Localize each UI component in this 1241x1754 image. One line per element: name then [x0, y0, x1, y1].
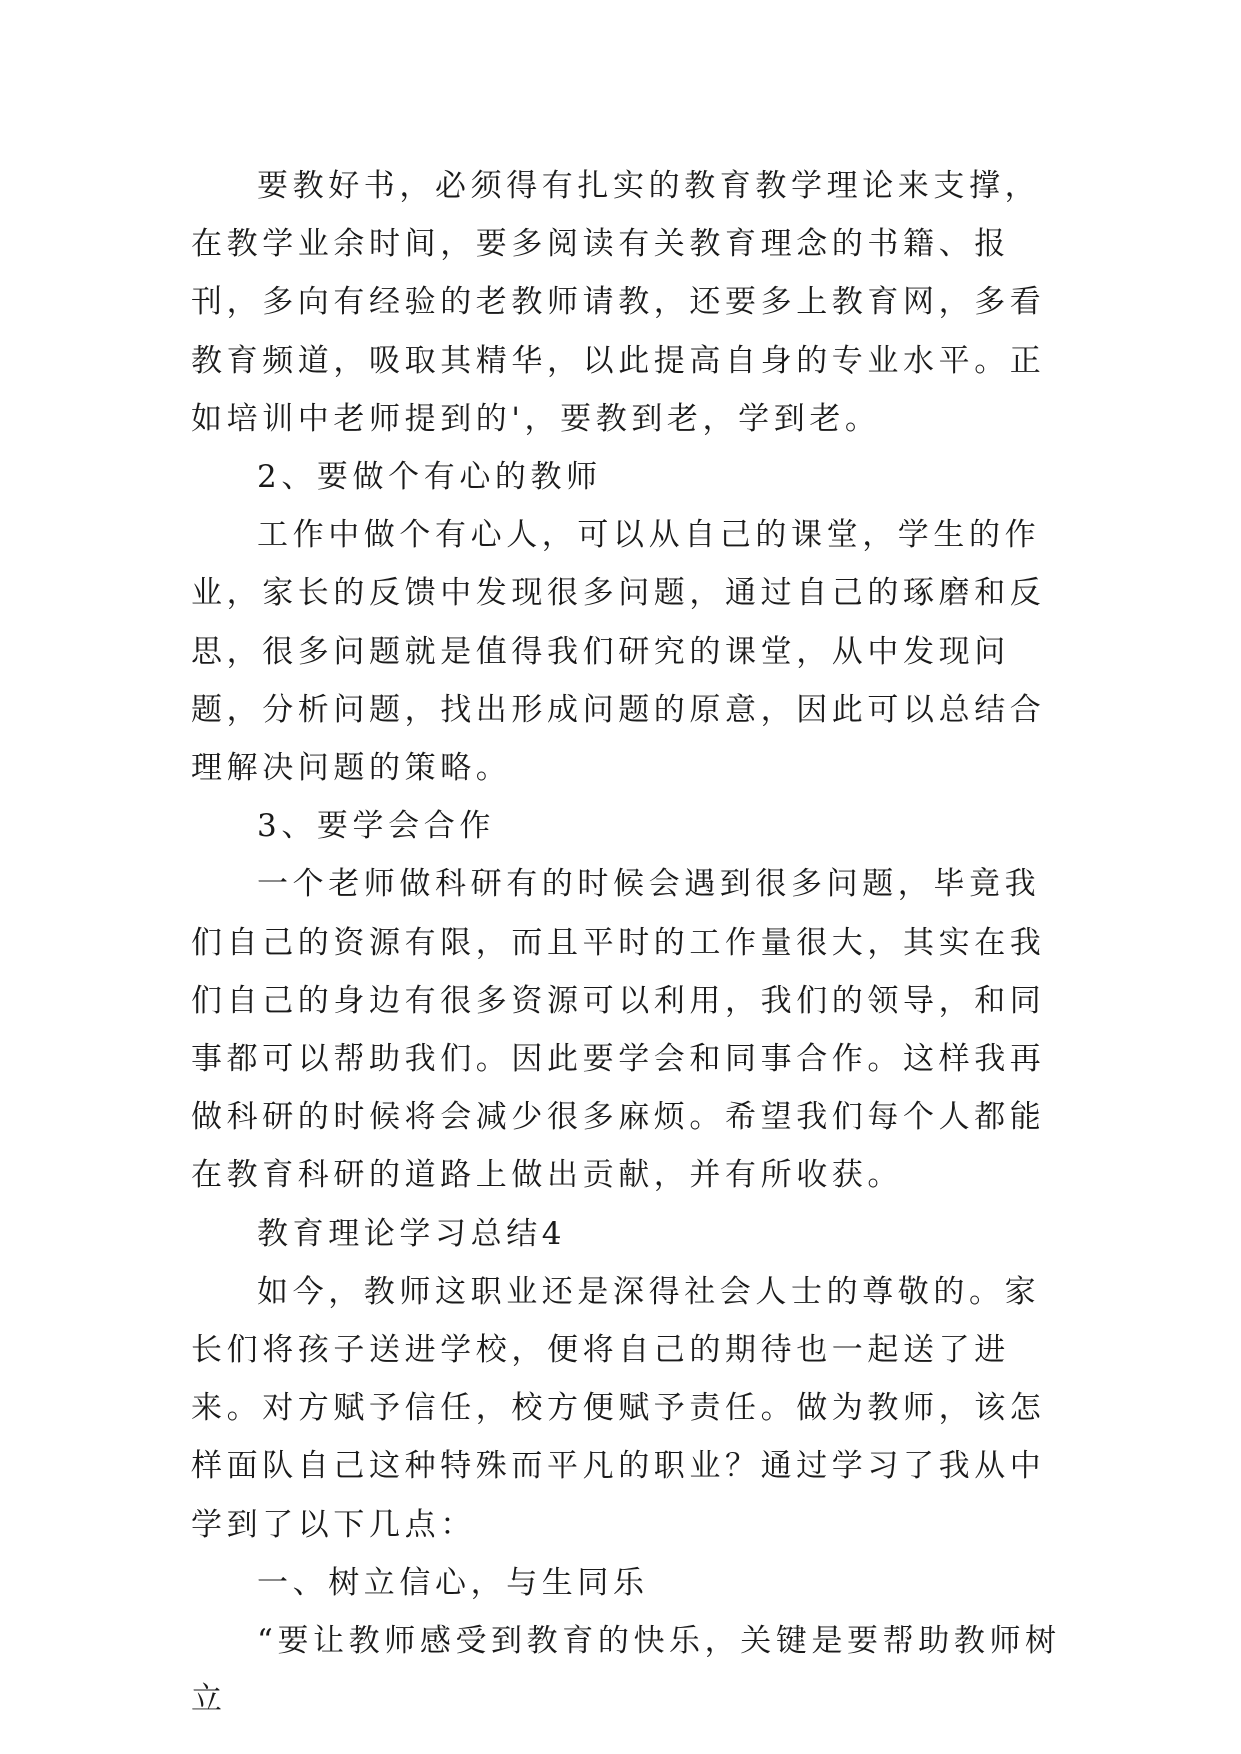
paragraph-theory-support: 要教好书，必须得有扎实的教育教学理论来支撑，在教学业余时间，要多阅读有关教育理念的书籍、报刊，多向有经验的老教师请教，还要多上教育网，多看教育频道，吸取其精华，以此提高自身的专业水平。正如培训中老师提到的'，要教到老，学到老。: [191, 168, 1046, 437]
heading-build-confidence: 一、树立信心，与生同乐: [257, 1564, 649, 1601]
heading-attentive-teacher: 2、要做个有心的教师: [257, 459, 602, 496]
paragraph-attentive-work: 工作中做个有心人，可以从自己的课堂，学生的作业，家长的反馈中发现很多问题，通过自己的琢磨和反思，很多问题就是值得我们研究的课堂，从中发现问题，分析问题，找出形成问题的原意，因此可以总结合理解决问题的策略。: [191, 517, 1046, 787]
paragraph-teacher-profession: 如今，教师这职业还是深得社会人士的尊敬的。家长们将孩子送进学校，便将自己的期待也一起送了进来。对方赋予信任，校方便赋予责任。做为教师，该怎样面队自己这种特殊而平凡的职业？通过学习了我从中学到了以下几点：: [191, 1273, 1046, 1543]
heading-cooperation: 3、要学会合作: [257, 808, 495, 845]
paragraph-quote-start: “要让教师感受到教育的快乐，关键是要帮助教师树立: [191, 1623, 1061, 1718]
document-body: [191, 157, 1071, 1728]
paragraph-research-cooperation: 一个老师做科研有的时候会遇到很多问题，毕竟我们自己的资源有限，而且平时的工作量很大，其实在我们自己的身边有很多资源可以利用，我们的领导，和同事都可以帮助我们。因此要学会和同事合作。这样我再做科研的时候将会减少很多麻烦。希望我们每个人都能在教育科研的道路上做出贡献，并有所收获。: [191, 866, 1046, 1194]
section-title-summary-4: 教育理论学习总结4: [257, 1215, 567, 1252]
